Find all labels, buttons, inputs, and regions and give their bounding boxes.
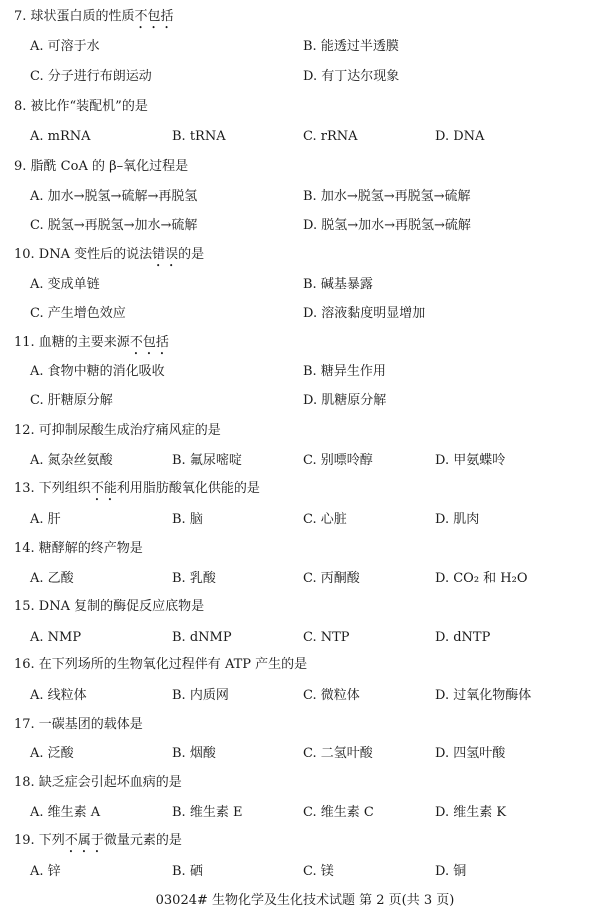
question-11 <box>0 334 610 418</box>
option-b: B. 能透过半透膜 <box>303 39 399 54</box>
question-stem: 9. 脂酰 CoA 的 β–氧化过程是 <box>14 159 189 174</box>
option-d: D. dNTP <box>435 630 491 645</box>
question-10 <box>0 246 610 330</box>
option-a: A. NMP <box>30 630 82 645</box>
question-stem: 17. 一碳基团的载体是 <box>14 717 143 732</box>
option-a: A. 变成单链 <box>30 277 100 292</box>
option-d: D. 脱氢→加水→再脱氢→硫解 <box>303 218 471 233</box>
option-c: C. 产生增色效应 <box>30 306 126 321</box>
option-a: A. 乙酸 <box>30 571 74 586</box>
question-stem: 14. 糖酵解的终产物是 <box>14 541 143 556</box>
question-stem: 11. 血糖的主要来源不包括 <box>14 335 169 350</box>
emphasized-text: 不能 <box>90 481 117 496</box>
option-c: C. 别嘌呤醇 <box>303 453 373 468</box>
option-b: B. dNMP <box>172 630 232 645</box>
option-d: D. DNA <box>435 129 485 144</box>
question-stem: 16. 在下列场所的生物氧化过程伴有 ATP 产生的是 <box>14 657 308 672</box>
option-b: B. 加水→脱氢→再脱氢→硫解 <box>303 189 471 204</box>
option-c: C. 二氢叶酸 <box>303 746 373 761</box>
question-17 <box>0 716 610 770</box>
question-stem: 15. DNA 复制的酶促反应底物是 <box>14 599 205 614</box>
option-a: A. mRNA <box>30 129 91 144</box>
option-a: A. 锌 <box>30 864 61 879</box>
option-b: B. 氟尿嘧啶 <box>172 453 242 468</box>
option-c: C. 丙酮酸 <box>303 571 360 586</box>
option-d: D. 溶液黏度明显增加 <box>303 306 426 321</box>
option-b: B. tRNA <box>172 129 226 144</box>
option-c: C. 心脏 <box>303 512 347 527</box>
option-a: A. 可溶于水 <box>30 39 100 54</box>
option-c: C. NTP <box>303 630 350 645</box>
question-8 <box>0 98 610 152</box>
option-d: D. 甲氨蝶呤 <box>435 453 506 468</box>
emphasized-text: 不属于 <box>64 833 104 848</box>
option-b: B. 维生素 E <box>172 805 243 820</box>
option-a: A. 肝 <box>30 512 61 527</box>
question-stem: 7. 球状蛋白质的性质不包括 <box>14 9 174 24</box>
question-15 <box>0 598 610 652</box>
emphasized-text: 错误 <box>152 247 179 262</box>
option-d: D. 肌肉 <box>435 512 480 527</box>
option-b: B. 烟酸 <box>172 746 216 761</box>
question-9 <box>0 158 610 242</box>
question-13 <box>0 480 610 534</box>
option-c: C. 分子进行布朗运动 <box>30 69 152 84</box>
option-b: B. 脑 <box>172 512 203 527</box>
emphasized-text: 不包括 <box>134 9 174 24</box>
question-7 <box>0 8 610 92</box>
option-d: D. 铜 <box>435 864 467 879</box>
option-d: D. 四氢叶酸 <box>435 746 506 761</box>
question-14 <box>0 540 610 594</box>
option-a: A. 泛酸 <box>30 746 74 761</box>
option-d: D. 过氧化物酶体 <box>435 688 532 703</box>
option-c: C. 维生素 C <box>303 805 374 820</box>
question-stem: 18. 缺乏症会引起坏血病的是 <box>14 775 182 790</box>
question-16 <box>0 656 610 710</box>
option-a: A. 维生素 A <box>30 805 101 820</box>
option-a: A. 加水→脱氢→硫解→再脱氢 <box>30 189 198 204</box>
emphasized-text: 不包括 <box>129 335 169 350</box>
option-b: B. 硒 <box>172 864 203 879</box>
option-b: B. 内质网 <box>172 688 229 703</box>
page-footer: 03024# 生物化学及生化技术试题 第 2 页(共 3 页) <box>155 893 455 908</box>
option-a: A. 线粒体 <box>30 688 87 703</box>
option-a: A. 食物中糖的消化吸收 <box>30 364 165 379</box>
option-d: D. 有丁达尔现象 <box>303 69 400 84</box>
option-a: A. 氮杂丝氨酸 <box>30 453 113 468</box>
option-b: B. 糖异生作用 <box>303 364 386 379</box>
question-18 <box>0 774 610 828</box>
question-stem: 10. DNA 变性后的说法错误的是 <box>14 247 205 262</box>
option-c: C. 脱氢→再脱氢→加水→硫解 <box>30 218 198 233</box>
question-stem: 12. 可抑制尿酸生成治疗痛风症的是 <box>14 423 221 438</box>
option-b: B. 碱基暴露 <box>303 277 373 292</box>
option-b: B. 乳酸 <box>172 571 216 586</box>
option-c: C. 肝糖原分解 <box>30 393 113 408</box>
question-12 <box>0 422 610 476</box>
option-c: C. 镁 <box>303 864 334 879</box>
option-c: C. rRNA <box>303 129 358 144</box>
question-stem: 19. 下列不属于微量元素的是 <box>14 833 182 848</box>
option-d: D. 维生素 K <box>435 805 507 820</box>
option-d: D. CO₂ 和 H₂O <box>435 571 528 586</box>
question-stem: 8. 被比作“装配机”的是 <box>14 99 148 114</box>
option-d: D. 肌糖原分解 <box>303 393 387 408</box>
question-19 <box>0 832 610 886</box>
question-stem: 13. 下列组织不能利用脂肪酸氧化供能的是 <box>14 481 260 496</box>
option-c: C. 微粒体 <box>303 688 360 703</box>
